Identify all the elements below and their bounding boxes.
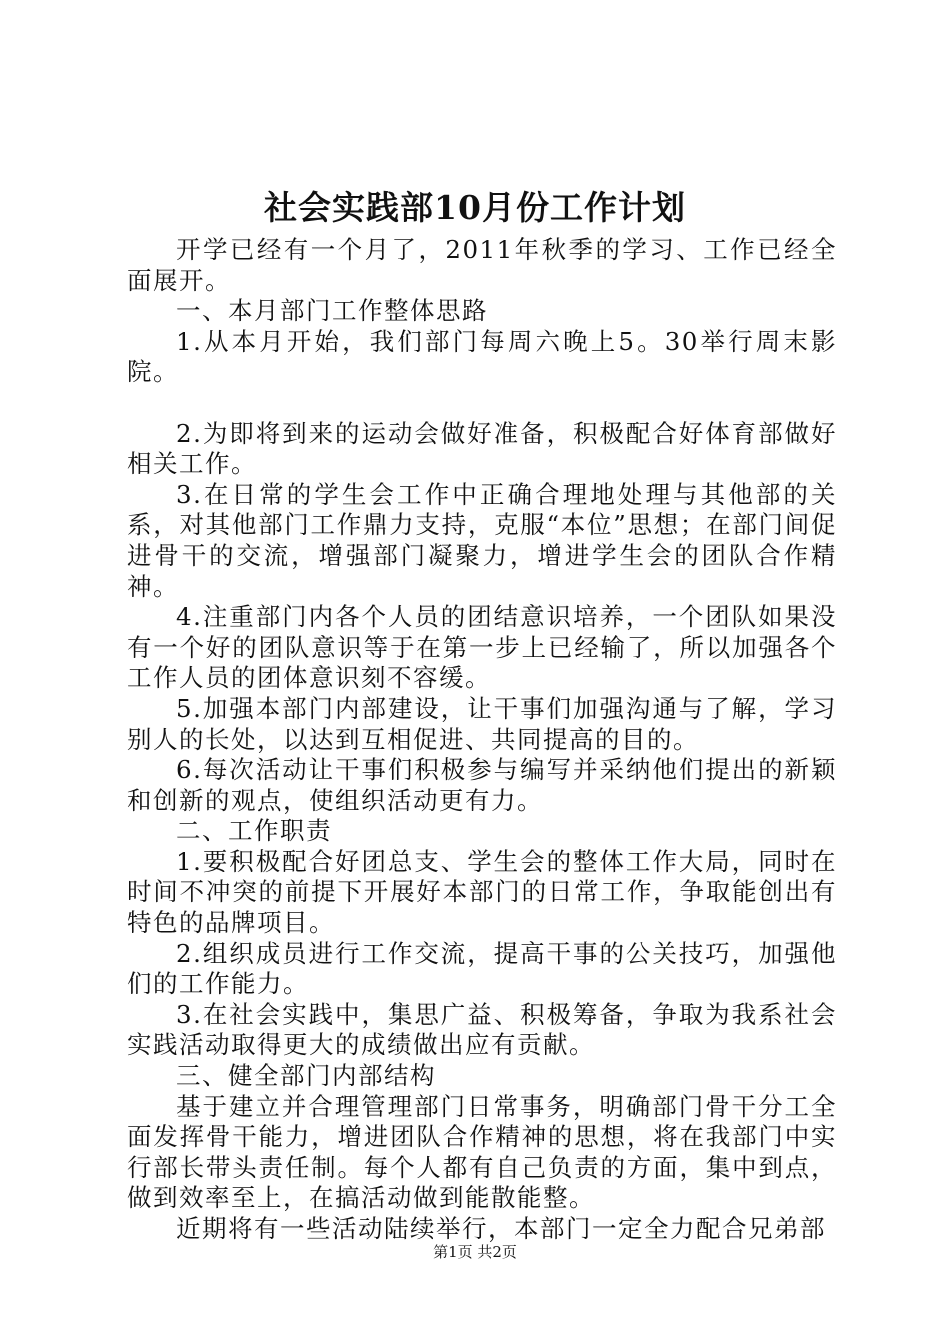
paragraph-item-1-4: 4.注重部门内各个人员的团结意识培养，一个团队如果没有一个好的团队意识等于在第一步上已经输了，所以加强各个工作人员的团体意识刻不容缓。 [127, 602, 837, 693]
paragraph-item-1-1: 1.从本月开始，我们部门每周六晚上5。30举行周末影院。 [127, 326, 837, 387]
document-body [127, 235, 837, 1245]
paragraph-item-1-2: 2.为即将到来的运动会做好准备，积极配合好体育部做好相关工作。 [127, 418, 837, 479]
page-number-footer: 第1页 共2页 [433, 1243, 517, 1261]
section-heading-2: 二、工作职责 [176, 816, 332, 846]
section-heading-3: 三、健全部门内部结构 [176, 1061, 436, 1091]
blank-line [127, 388, 837, 419]
paragraph-intro: 开学已经有一个月了，2011年秋季的学习、工作已经全面展开。 [127, 235, 837, 295]
paragraph-item-2-1: 1.要积极配合好团总支、学生会的整体工作大局，同时在时间不冲突的前提下开展好本部门的日常工作，争取能创出有特色的品牌项目。 [127, 846, 837, 938]
paragraph-item-2-2: 2.组织成员进行工作交流，提高干事的公关技巧，加强他们的工作能力。 [127, 938, 837, 999]
paragraph-item-1-5: 5.加强本部门内部建设，让干事们加强沟通与了解，学习别人的长处，以达到互相促进、共同提高的目的。 [127, 693, 837, 754]
paragraph-item-1-3: 3.在日常的学生会工作中正确合理地处理与其他部的关系，对其他部门工作鼎力支持，克服“本位”思想；在部门间促进骨干的交流，增强部门凝聚力，增进学生会的团队合作精神。 [127, 479, 837, 601]
paragraph-structure: 基于建立并合理管理部门日常事务，明确部门骨干分工全面发挥骨干能力，增进团队合作精神的思想，将在我部门中实行部长带头责任制。每个人都有自己负责的方面，集中到点，做到效率至上，在搞活动做到能散能整。 [127, 1091, 837, 1213]
document-title: 社会实践部10月份工作计划 [264, 188, 686, 227]
paragraph-closing: 近期将有一些活动陆续举行，本部门一定全力配合兄弟部 [176, 1214, 826, 1243]
paragraph-item-1-6: 6.每次活动让干事们积极参与编写并采纳他们提出的新颖和创新的观点，使组织活动更有力。 [127, 755, 837, 815]
paragraph-item-2-3: 3.在社会实践中，集思广益、积极筹备，争取为我系社会实践活动取得更大的成绩做出应有贡献。 [127, 999, 837, 1060]
section-heading-1: 一、本月部门工作整体思路 [176, 296, 488, 326]
